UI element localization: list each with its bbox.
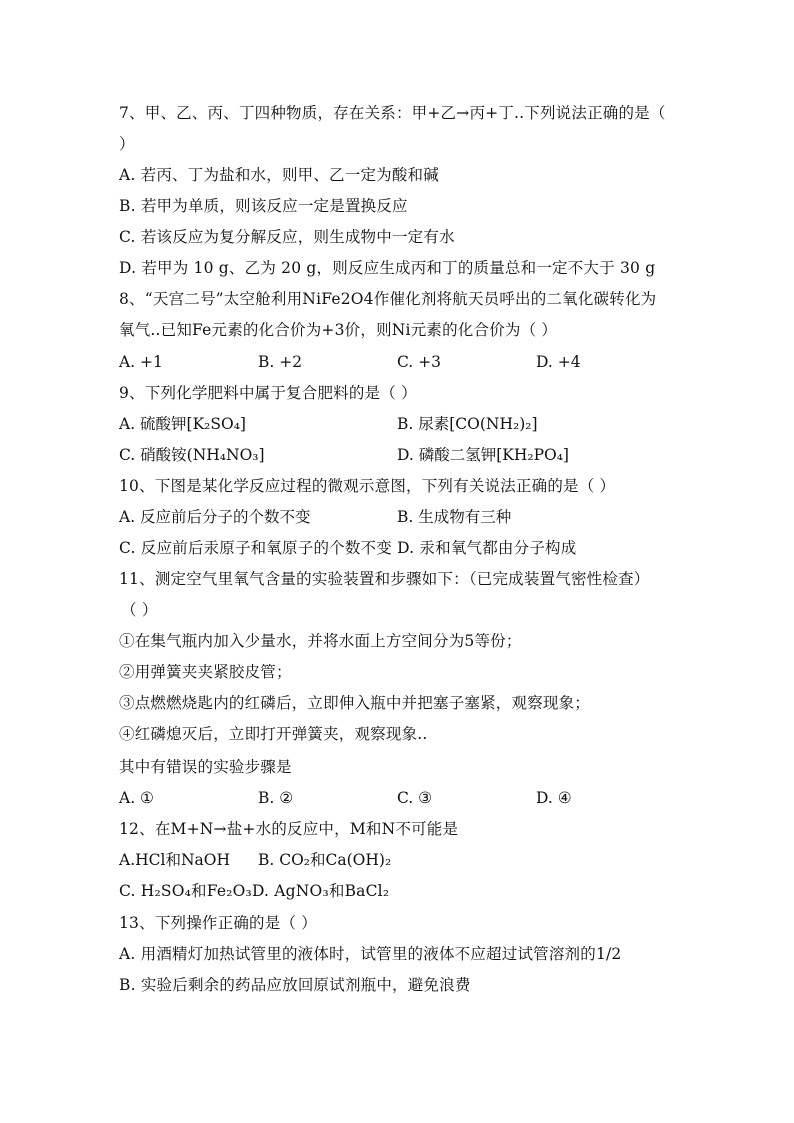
q9-option-a: A. 硫酸钾[K₂SO₄] [119, 415, 246, 433]
q10-option-cd: C. 反应前后汞原子和氧原子的个数不变 D. 汞和氧气都由分子构成 [119, 539, 577, 557]
q7-option-c: C. 若该反应为复分解反应，则生成物中一定有水 [119, 228, 455, 246]
q9-stem: 9、下列化学肥料中属于复合肥料的是（ ） [119, 384, 417, 402]
q10-stem: 10、下图是某化学反应过程的微观示意图，下列有关说法正确的是（ ） [119, 477, 616, 495]
q9-option-c: C. 硝酸铵(NH₄NO₃] [119, 446, 265, 464]
q11-step-3: ③点燃燃烧匙内的红磷后，立即伸入瓶中并把塞子塞紧，观察现象； [119, 694, 591, 712]
q11-step-4: ④红磷熄灭后，立即打开弹簧夹，观察现象.. [119, 725, 428, 743]
q9-option-d: D. 磷酸二氢钾[KH₂PO₄] [397, 446, 569, 464]
q10-option-a: A. 反应前后分子的个数不变 [119, 508, 311, 526]
q12-option-cd: C. H₂SO₄和Fe₂O₃D. AgNO₃和BaCl₂ [119, 882, 390, 900]
q11-option-b: B. ② [258, 789, 294, 807]
q12-option-b: B. CO₂和Ca(OH)₂ [258, 851, 392, 869]
q12-stem: 12、在M+N→盐+水的反应中，M和N不可能是 [119, 820, 459, 838]
q11-step-1: ①在集气瓶内加入少量水，并将水面上方空间分为5等份； [119, 632, 522, 650]
q7-option-a: A. 若丙、丁为盐和水，则甲、乙一定为酸和碱 [119, 166, 439, 184]
q10-option-b: B. 生成物有三种 [397, 508, 512, 526]
q11-ask: 其中有错误的实验步骤是 [119, 758, 292, 776]
q8-option-c: C. +3 [397, 353, 442, 371]
q11-option-d: D. ④ [536, 789, 572, 807]
q7-stem-line2: ） [119, 135, 135, 153]
q12-option-a: A.HCl和NaOH [119, 851, 230, 869]
q11-option-c: C. ③ [397, 789, 433, 807]
q8-option-b: B. +2 [258, 353, 303, 371]
q8-stem-line2: 氧气..已知Fe元素的化合价为+3价，则Ni元素的化合价为（ ） [119, 321, 558, 339]
q11-option-a: A. ① [119, 789, 154, 807]
q8-stem-line1: 8、“天宫二号”太空舱利用NiFe2O4作催化剂将航天员呼出的二氧化碳转化为 [119, 290, 657, 308]
q11-step-2: ②用弹簧夹夹紧胶皮管； [119, 663, 292, 681]
q13-stem: 13、下列操作正确的是（ ） [119, 914, 317, 932]
q7-stem-line1: 7、甲、乙、丙、丁四种物质，存在关系：甲+乙→丙+丁..下列说法正确的是（ [119, 104, 666, 122]
q7-option-d: D. 若甲为 10 g、乙为 20 g，则反应生成丙和丁的质量总和一定不大于 30 g [119, 259, 656, 277]
q8-option-a: A. +1 [119, 353, 163, 371]
q11-stem-line1: 11、测定空气里氧气含量的实验装置和步骤如下：（已完成装置气密性检查） [119, 570, 650, 588]
q13-option-a: A. 用酒精灯加热试管里的液体时，试管里的液体不应超过试管溶剂的1/2 [119, 945, 622, 963]
q11-stem-line2: （ ） [121, 601, 158, 619]
q9-option-b: B. 尿素[CO(NH₂)₂] [397, 415, 538, 433]
q8-option-d: D. +4 [536, 353, 581, 371]
q7-option-b: B. 若甲为单质，则该反应一定是置换反应 [119, 197, 408, 215]
q13-option-b: B. 实验后剩余的药品应放回原试剂瓶中，避免浪费 [119, 976, 471, 994]
